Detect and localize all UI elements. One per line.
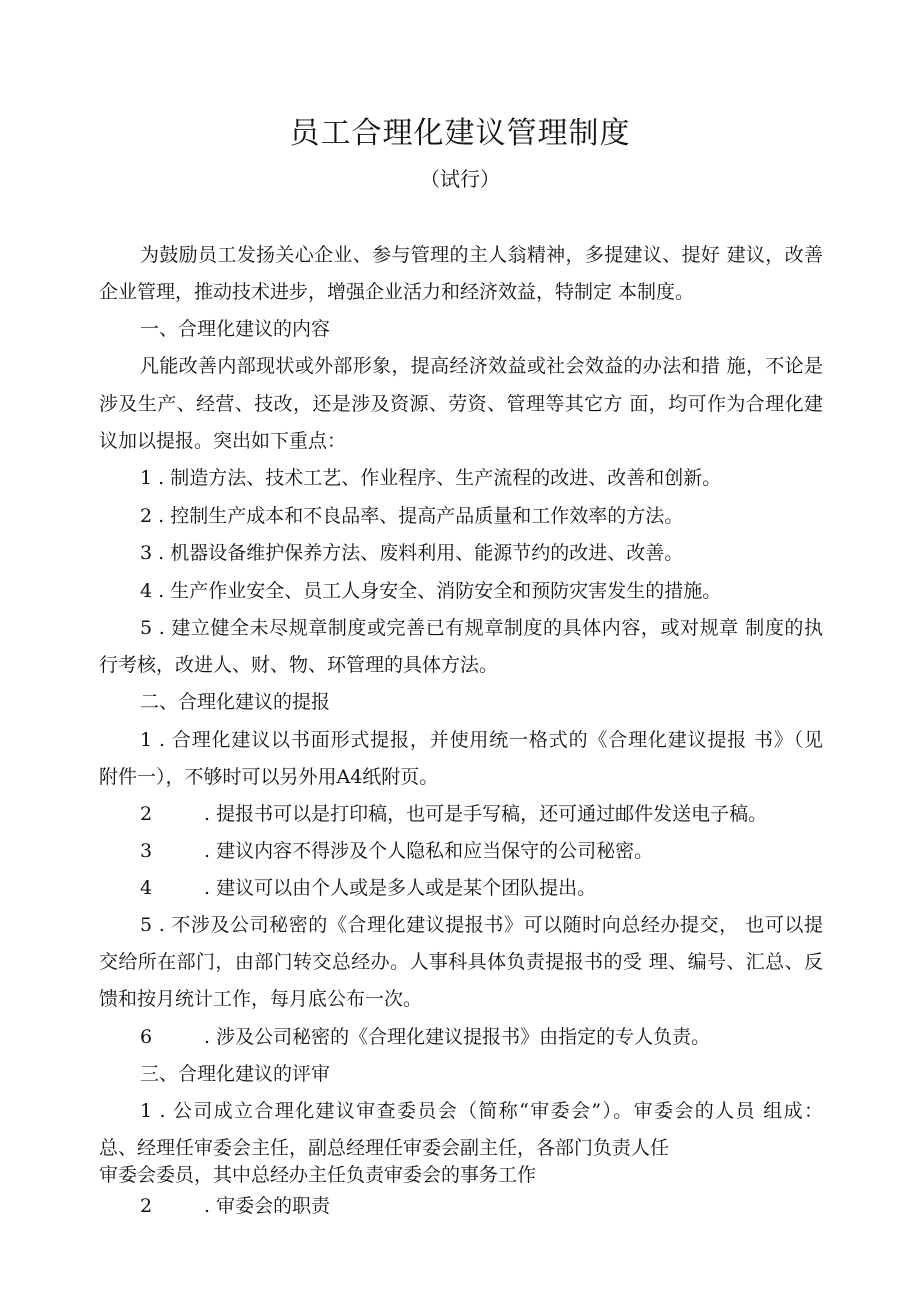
list-text: . 建议可以由个人或是多人或是某个团队提出。: [204, 877, 597, 899]
list-item: 1 . 公司成立合理化建议审查委员会（简称“审委会”）。审委会的人员 组成：: [140, 1100, 823, 1122]
list-item: [140, 1191, 823, 1221]
list-item: 5 . 建立健全未尽规章制度或完善已有规章制度的具体内容，或对规章 制度的执: [140, 617, 823, 639]
paragraph-line: 涉及生产、经营、技改，还是涉及资源、劳资、管理等其它方 面，均可作为合理化建: [99, 393, 823, 415]
list-item-continuation: 附件一），不够时可以另外用A4纸附页。: [99, 766, 439, 788]
list-item: 2 . 控制生产成本和不良品率、提高产品质量和工作效率的方法。: [140, 505, 684, 527]
list-item: 1 . 合理化建议以书面形式提报，并使用统一格式的《合理化建议提报 书》（见: [140, 729, 823, 751]
list-number: 3: [140, 840, 153, 862]
section-heading: 二、合理化建议的提报: [140, 691, 331, 713]
intro-line: 为鼓励员工发扬关心企业、参与管理的主人翁精神，多提建议、提好 建议，改善: [140, 244, 823, 266]
page-subtitle: （试行）: [420, 167, 500, 191]
list-item-continuation: 审委会委员，其中总经办主任负责审委会的事务工作: [99, 1164, 537, 1186]
list-item-continuation: 交给所在部门，由部门转交总经办。人事科具体负责提报书的受 理、编号、汇总、反: [99, 951, 823, 973]
list-item: 4 . 生产作业安全、员工人身安全、消防安全和预防灾害发生的措施。: [140, 580, 722, 602]
paragraph-line: 议加以提报。突出如下重点：: [99, 430, 347, 452]
list-item: [140, 1022, 823, 1052]
section-heading: 三、合理化建议的评审: [140, 1063, 331, 1085]
list-item: [140, 873, 823, 903]
list-number: 2: [140, 1195, 153, 1217]
list-text: . 涉及公司秘密的《合理化建议提报书》由指定的专人负责。: [204, 1026, 711, 1048]
list-number: 6: [140, 1026, 153, 1048]
page-title: 员工合理化建议管理制度: [289, 116, 631, 151]
list-item-continuation: 总、经理任审委会主任，副总经理任审委会副主任，各部门负责人任: [99, 1137, 670, 1159]
list-item: 1 . 制造方法、技术工艺、作业程序、生产流程的改进、改善和创新。: [140, 467, 722, 489]
list-number: 4: [140, 877, 153, 899]
list-item-continuation: 馈和按月统计工作，每月底公布一次。: [99, 988, 423, 1010]
list-number: 2: [140, 803, 153, 825]
list-item: 3 . 机器设备维护保养方法、废料利用、能源节约的改进、改善。: [140, 542, 684, 564]
list-text: . 建议内容不得涉及个人隐私和应当保守的公司秘密。: [204, 840, 654, 862]
paragraph-line: 凡能改善内部现状或外部形象，提高经济效益或社会效益的办法和措 施，不论是: [140, 355, 823, 377]
list-item: [140, 799, 823, 829]
list-item-continuation: 行考核，改进人、财、物、环管理的具体方法。: [99, 654, 499, 676]
list-text: . 提报书可以是打印稿，也可是手写稿，还可通过邮件发送电子稿。: [204, 803, 768, 825]
section-heading: 一、合理化建议的内容: [140, 318, 331, 340]
list-item: [140, 836, 823, 866]
list-text: . 审委会的职责: [204, 1195, 331, 1217]
intro-line: 企业管理，推动技术进步，增强企业活力和经济效益，特制定 本制度。: [99, 281, 695, 303]
list-item: 5 . 不涉及公司秘密的《合理化建议提报书》可以随时向总经办提交， 也可以提: [140, 914, 823, 936]
